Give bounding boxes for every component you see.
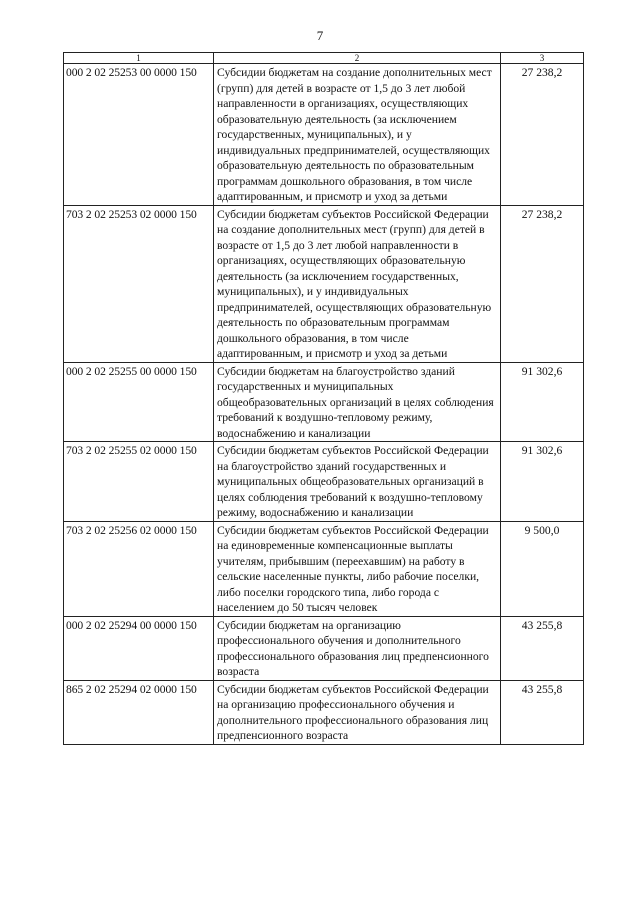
amount-value: 27 238,2: [501, 205, 584, 362]
table-row: [64, 205, 584, 362]
table-row: [64, 521, 584, 616]
amount-value: 91 302,6: [501, 442, 584, 522]
revenue-description: Субсидии бюджетам субъектов Российской Федерации на организацию профессионального обучения и дополнительного профессионального образования лиц предпенсионного возраста: [214, 680, 501, 744]
amount-value: 43 255,8: [501, 616, 584, 680]
revenue-description: Субсидии бюджетам субъектов Российской Федерации на благоустройство зданий государственных и муниципальных общеобразовательных организаций в целях соблюдения требований к воздушно-тепловому режиму, водоснабжению и канализации: [214, 442, 501, 522]
amount-value: 9 500,0: [501, 521, 584, 616]
table-row: [64, 616, 584, 680]
table-header-row: [64, 53, 584, 64]
budget-classification-code: 865 2 02 25294 02 0000 150: [64, 680, 214, 744]
amount-value: 27 238,2: [501, 64, 584, 206]
table-row: [64, 362, 584, 442]
budget-classification-code: 703 2 02 25253 02 0000 150: [64, 205, 214, 362]
budget-classification-code: 000 2 02 25255 00 0000 150: [64, 362, 214, 442]
revenue-description: Субсидии бюджетам на организацию профессионального обучения и дополнительного профессионального образования лиц предпенсионного возраста: [214, 616, 501, 680]
column-header-amount: 3: [501, 53, 584, 64]
table-row: [64, 64, 584, 206]
revenue-description: Субсидии бюджетам субъектов Российской Федерации на единовременные компенсационные выплаты учителям, прибывшим (переехавшим) на работу в сельские населенные пункты, либо рабочие поселки, либо поселки городского типа, либо города с населением до 50 тысяч человек: [214, 521, 501, 616]
revenue-description: Субсидии бюджетам на создание дополнительных мест (групп) для детей в возрасте от 1,5 до 3 лет любой направленности в организациях, осуществляющих образовательную деятельность (за исключением государственных, муниципальных), и у индивидуальных предпринимателей, осуществляющих образовательную деятельность по образовательным программам дошкольного образования, в том числе адаптированным, и присмотр и уход за детьми: [214, 64, 501, 206]
amount-value: 43 255,8: [501, 680, 584, 744]
budget-table: [63, 52, 584, 745]
revenue-description: Субсидии бюджетам на благоустройство зданий государственных и муниципальных общеобразовательных организаций в целях соблюдения требований к воздушно-тепловому режиму, водоснабжению и канализации: [214, 362, 501, 442]
page-number: 7: [316, 28, 324, 43]
column-header-code: 1: [64, 53, 214, 64]
budget-classification-code: 703 2 02 25255 02 0000 150: [64, 442, 214, 522]
budget-classification-code: 000 2 02 25294 00 0000 150: [64, 616, 214, 680]
column-header-name: 2: [214, 53, 501, 64]
budget-classification-code: 000 2 02 25253 00 0000 150: [64, 64, 214, 206]
amount-value: 91 302,6: [501, 362, 584, 442]
revenue-description: Субсидии бюджетам субъектов Российской Федерации на создание дополнительных мест (групп) для детей в возрасте от 1,5 до 3 лет любой направленности в организациях, осуществляющих образовательную деятельность (за исключением государственных, муниципальных), и у индивидуальных предпринимателей, осуществляющих образовательную деятельность по образовательным программам дошкольного образования, в том числе адаптированным, и присмотр и уход за детьми: [214, 205, 501, 362]
budget-classification-code: 703 2 02 25256 02 0000 150: [64, 521, 214, 616]
table-row: [64, 442, 584, 522]
table-row: [64, 680, 584, 744]
